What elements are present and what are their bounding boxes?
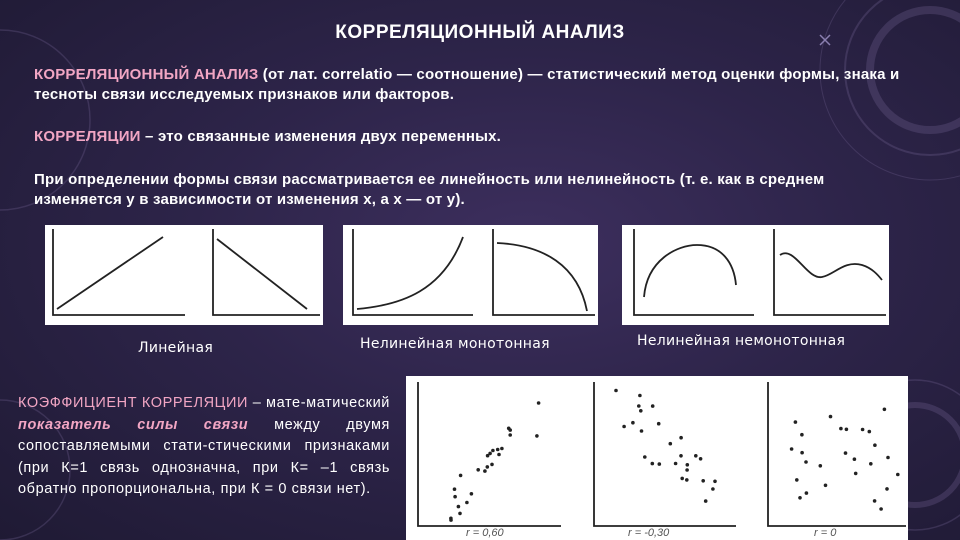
linear-graphs-svg: [45, 225, 323, 325]
scatter-point: [805, 491, 809, 495]
scatter-point: [669, 442, 673, 446]
scatter-point: [885, 487, 889, 491]
scatter-point: [537, 401, 541, 405]
axes-convex: [353, 229, 473, 315]
coefficient-text-b: между двумя сопоставляемыми стати-стическими признаками (при К=1 связь однозначна, при К= –1 связь обратно пропорциональна, при К = 0 связи нет).: [18, 416, 391, 497]
correlation-paragraph: [34, 127, 914, 147]
scatter-point: [699, 457, 703, 461]
scatter-point: [453, 487, 457, 491]
scatter-point: [845, 428, 849, 432]
scatter-point: [829, 415, 833, 419]
scatter-point: [704, 499, 708, 503]
scatter-point: [685, 478, 689, 482]
scatter-point: [490, 463, 494, 467]
scatter-point: [631, 421, 635, 425]
scatter-point: [488, 452, 492, 456]
axes-scatter-2: [594, 382, 736, 526]
scatter-point: [614, 389, 618, 393]
monotonic-graphs-svg: [343, 225, 598, 325]
axes-positive-linear: [53, 229, 185, 315]
scatter-point: [879, 507, 883, 511]
scatter-point: [491, 449, 495, 453]
scatter-point: [496, 448, 500, 452]
scatter-point: [861, 428, 865, 432]
caption-nonlinear-monotonic: Нелинейная монотонная: [360, 336, 550, 352]
form-paragraph: При определении формы связи рассматривается ее линейность или нелинейность (т. е. как в среднем изменяется у в зависимости от изменения х, а х — от у).: [34, 171, 825, 208]
scatter-point: [685, 468, 689, 472]
curve-arch: [644, 245, 736, 297]
scatter-point: [713, 480, 717, 484]
scatter-point: [844, 451, 848, 455]
scatter-point: [711, 487, 715, 491]
correlation-term: КОРРЕЛЯЦИИ: [34, 128, 141, 145]
line-positive: [57, 237, 163, 309]
scatter-point: [674, 462, 678, 466]
axes-wave: [774, 229, 886, 315]
curve-concave: [497, 243, 587, 311]
scatter-point: [883, 408, 887, 412]
scatter-label-1: r = 0,60: [466, 527, 504, 539]
scatter-point: [795, 478, 799, 482]
scatter-point: [483, 469, 487, 473]
scatter-point: [508, 433, 512, 437]
scatter-point: [453, 495, 457, 499]
scatter-point: [458, 512, 462, 516]
scatter-point: [651, 404, 655, 408]
scatter-point: [679, 454, 683, 458]
scatter-label-3: r = 0: [814, 527, 837, 539]
caption-nonlinear-nonmonotonic: Нелинейная немонотонная: [637, 333, 846, 349]
scatter-point: [896, 473, 900, 477]
nonmonotonic-graphs-svg: [622, 225, 889, 325]
scatter-point: [476, 468, 480, 472]
scatter-point: [839, 427, 843, 431]
scatter-point: [868, 430, 872, 434]
scatter-point: [686, 463, 690, 467]
caption-linear: Линейная: [138, 340, 214, 356]
nonmonotonic-graphs: [622, 225, 889, 325]
definition-text: (от лат. correlatio — соотношение) — статистический метод оценки формы, знака и тесноты связи исследуемых признаков или факторов.: [34, 66, 900, 103]
axes-scatter-3: [768, 382, 906, 526]
scatter-point: [794, 420, 798, 424]
scatter-point: [869, 462, 873, 466]
slide-title: КОРРЕЛЯЦИОННЫЙ АНАЛИЗ: [335, 22, 625, 43]
scatter-point: [657, 422, 661, 426]
scatter-point: [640, 429, 644, 433]
scatter-point: [459, 474, 463, 478]
scatter-point: [886, 456, 890, 460]
scatter-point: [497, 453, 501, 457]
scatter-point: [457, 505, 461, 509]
scatter-point: [535, 434, 539, 438]
curve-convex: [357, 237, 463, 309]
scatter-point: [680, 477, 684, 481]
scatter-point: [658, 462, 662, 466]
scatter-point: [449, 518, 453, 522]
line-negative: [217, 239, 307, 309]
scatter-point: [637, 404, 641, 408]
scatter-point: [643, 455, 647, 459]
scatter-plots-svg: [406, 376, 908, 540]
axes-concave: [493, 229, 595, 315]
scatter-point: [651, 462, 655, 466]
curve-wave: [780, 253, 882, 280]
scatter-point: [639, 409, 643, 413]
scatter-point: [694, 454, 698, 458]
coefficient-term: КОЭФФИЦИЕНТ КОРРЕЛЯЦИИ: [18, 395, 249, 411]
scatter-point: [486, 465, 490, 469]
scatter-point: [638, 394, 642, 398]
scatter-point: [824, 484, 828, 488]
scatter-point: [679, 436, 683, 440]
scatter-point: [500, 447, 504, 451]
scatter-point: [800, 433, 804, 437]
scatter-point: [508, 428, 512, 432]
scatter-point: [465, 501, 469, 505]
linear-graphs: [45, 225, 323, 325]
definition-paragraph: [34, 65, 914, 105]
scatter-point: [853, 457, 857, 461]
correlation-text: – это связанные изменения двух переменных.: [140, 128, 502, 145]
scatter-point: [873, 499, 877, 503]
monotonic-graphs: [343, 225, 598, 325]
scatter-point: [873, 443, 877, 447]
scatter-point: [800, 451, 804, 455]
scatter-point: [790, 447, 794, 451]
coefficient-paragraph: [18, 393, 390, 501]
scatter-point: [622, 425, 626, 429]
scatter-point: [701, 479, 705, 483]
definition-term: КОРРЕЛЯЦИОННЫЙ АНАЛИЗ: [34, 66, 259, 83]
scatter-point: [470, 492, 474, 496]
coefficient-emphasis: показатель силы связи: [18, 416, 249, 433]
scatter-point: [804, 460, 808, 464]
scatter-label-2: r = -0,30: [628, 527, 670, 539]
scatter-point: [798, 496, 802, 500]
scatter-point: [819, 464, 823, 468]
scatter-point: [854, 472, 858, 476]
axes-negative-linear: [213, 229, 320, 315]
coefficient-text-a: – мате-матический: [248, 395, 390, 411]
scatter-plots: [406, 376, 908, 540]
